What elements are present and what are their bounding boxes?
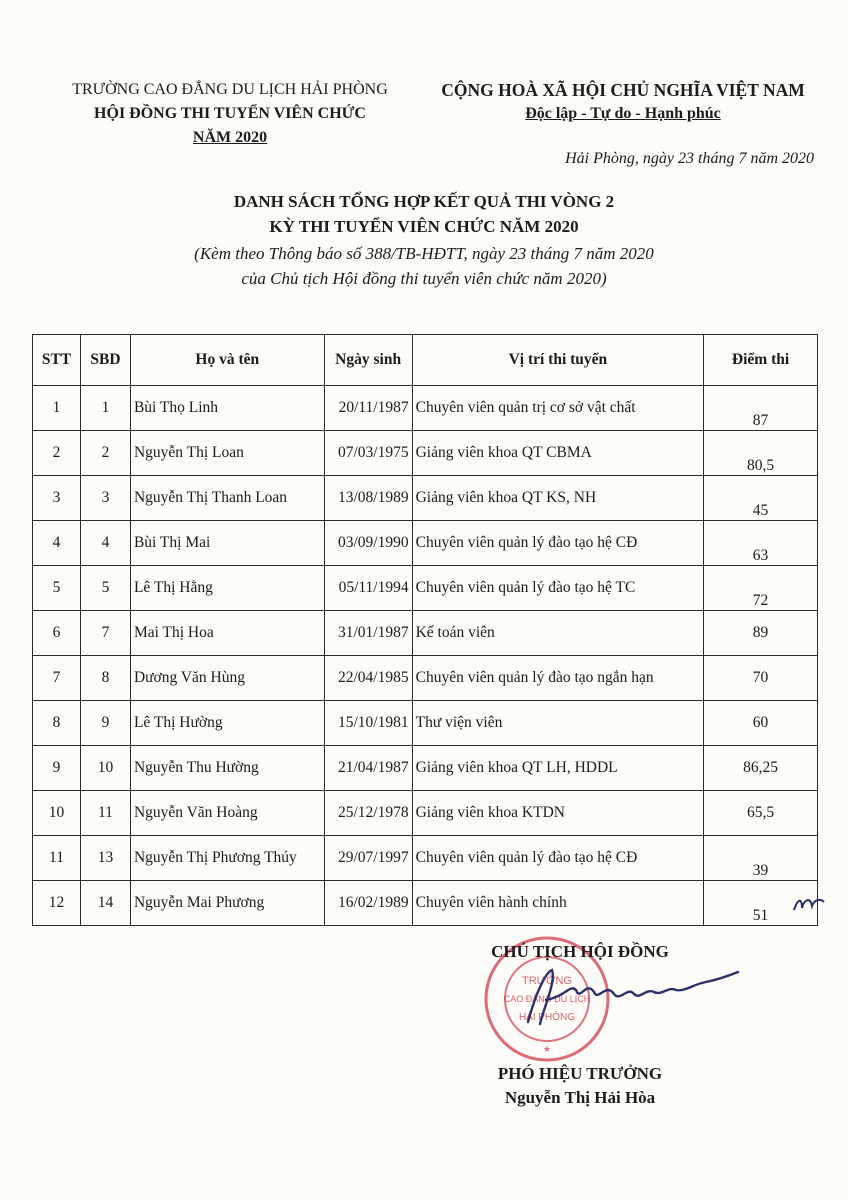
subtitle-line-1: (Kèm theo Thông báo số 388/TB-HĐTT, ngày 23 tháng 7 năm 2020 — [194, 244, 654, 263]
cell-dob: 29/07/1997 — [324, 836, 412, 881]
cell-name: Dương Văn Hùng — [130, 656, 324, 701]
title-line-1: DANH SÁCH TỔNG HỢP KẾT QUẢ THI VÒNG 2 — [233, 192, 615, 211]
signer-role: PHÓ HIỆU TRƯỞNG — [497, 1064, 663, 1083]
table-row — [33, 881, 818, 926]
cell-sbd: 3 — [80, 476, 130, 521]
cell-sbd: 1 — [80, 386, 130, 431]
col-sbd: SBD — [80, 335, 130, 386]
title-line-2: KỲ THI TUYỂN VIÊN CHỨC NĂM 2020 — [269, 217, 579, 236]
cell-stt: 2 — [33, 431, 81, 476]
nation-title: CỘNG HOÀ XÃ HỘI CHỦ NGHĨA VIỆT NAM — [441, 80, 805, 100]
col-dob: Ngày sinh — [324, 335, 412, 386]
cell-stt: 4 — [33, 521, 81, 566]
cell-sbd: 11 — [80, 791, 130, 836]
cell-dob: 07/03/1975 — [324, 431, 412, 476]
col-position: Vị trí thi tuyển — [412, 335, 704, 386]
cell-position: Chuyên viên quản lý đào tạo hệ TC — [412, 566, 704, 611]
table-row — [33, 746, 818, 791]
cell-score: 51 — [704, 881, 818, 926]
cell-position: Giảng viên khoa QT CBMA — [412, 431, 704, 476]
signature-title: CHỦ TỊCH HỘI ĐỒNG — [491, 942, 669, 961]
handwritten-signature-icon — [503, 962, 746, 1032]
org-name: TRƯỜNG CAO ĐẲNG DU LỊCH HẢI PHÒNG — [72, 81, 388, 98]
col-name: Họ và tên — [130, 335, 324, 386]
cell-stt: 6 — [33, 611, 81, 656]
cell-dob: 21/04/1987 — [324, 746, 412, 791]
cell-sbd: 5 — [80, 566, 130, 611]
cell-position: Kế toán viên — [412, 611, 704, 656]
org-header — [40, 78, 420, 150]
cell-stt: 3 — [33, 476, 81, 521]
table-row — [33, 521, 818, 566]
cell-stt: 10 — [33, 791, 81, 836]
cell-name: Mai Thị Hoa — [130, 611, 324, 656]
cell-stt: 5 — [33, 566, 81, 611]
cell-position: Giảng viên khoa QT KS, NH — [412, 476, 704, 521]
cell-stt: 8 — [33, 701, 81, 746]
document-title — [0, 189, 848, 239]
table-row — [33, 476, 818, 521]
cell-score: 87 — [704, 386, 818, 431]
table-row — [33, 611, 818, 656]
cell-name: Nguyễn Thu Hường — [130, 746, 324, 791]
cell-dob: 31/01/1987 — [324, 611, 412, 656]
cell-position: Thư viện viên — [412, 701, 704, 746]
cell-score: 80,5 — [704, 431, 818, 476]
council-name: HỘI ĐỒNG THI TUYỂN VIÊN CHỨC — [94, 105, 366, 122]
cell-name: Nguyễn Thị Phương Thúy — [130, 836, 324, 881]
cell-score: 65,5 — [704, 791, 818, 836]
national-header — [418, 78, 828, 126]
document-date: Hải Phòng, ngày 23 tháng 7 năm 2020 — [565, 150, 814, 167]
cell-dob: 20/11/1987 — [324, 386, 412, 431]
table-row — [33, 791, 818, 836]
cell-dob: 25/12/1978 — [324, 791, 412, 836]
cell-dob: 16/02/1989 — [324, 881, 412, 926]
cell-dob: 13/08/1989 — [324, 476, 412, 521]
table-row — [33, 431, 818, 476]
cell-position: Giảng viên khoa QT LH, HDDL — [412, 746, 704, 791]
cell-dob: 15/10/1981 — [324, 701, 412, 746]
cell-sbd: 4 — [80, 521, 130, 566]
cell-sbd: 13 — [80, 836, 130, 881]
cell-sbd: 14 — [80, 881, 130, 926]
col-stt: STT — [33, 335, 81, 386]
cell-dob: 22/04/1985 — [324, 656, 412, 701]
subtitle-line-2: của Chủ tịch Hội đồng thi tuyển viên chức năm 2020) — [241, 269, 607, 288]
cell-dob: 03/09/1990 — [324, 521, 412, 566]
cell-score: 70 — [704, 656, 818, 701]
cell-position: Chuyên viên quản trị cơ sở vật chất — [412, 386, 704, 431]
cell-score: 60 — [704, 701, 818, 746]
cell-position: Giảng viên khoa KTDN — [412, 791, 704, 836]
cell-name: Lê Thị Hằng — [130, 566, 324, 611]
svg-text:CAO ĐẲNG DU LỊCH: CAO ĐẲNG DU LỊCH — [503, 994, 591, 1004]
cell-stt: 12 — [33, 881, 81, 926]
signer-name: Nguyễn Thị Hải Hòa — [504, 1088, 656, 1107]
table-row — [33, 836, 818, 881]
table-header-row — [33, 335, 818, 386]
col-score: Điểm thi — [704, 335, 818, 386]
cell-name: Nguyễn Thị Loan — [130, 431, 324, 476]
council-year: NĂM 2020 — [192, 129, 268, 146]
cell-score: 72 — [704, 566, 818, 611]
cell-name: Bùi Thị Mai — [130, 521, 324, 566]
cell-dob: 05/11/1994 — [324, 566, 412, 611]
table-row — [33, 701, 818, 746]
cell-position: Chuyên viên quản lý đào tạo hệ CĐ — [412, 836, 704, 881]
cell-sbd: 10 — [80, 746, 130, 791]
cell-stt: 9 — [33, 746, 81, 791]
nation-motto: Độc lập - Tự do - Hạnh phúc — [525, 105, 721, 122]
table-row — [33, 656, 818, 701]
cell-score: 39 — [704, 836, 818, 881]
table-row — [33, 566, 818, 611]
initials-mark-icon — [790, 890, 830, 920]
document-subtitle — [0, 241, 848, 291]
cell-name: Nguyễn Mai Phương — [130, 881, 324, 926]
cell-name: Bùi Thọ Linh — [130, 386, 324, 431]
cell-sbd: 8 — [80, 656, 130, 701]
svg-text:TRƯỜNG: TRƯỜNG — [522, 975, 572, 987]
cell-name: Lê Thị Hường — [130, 701, 324, 746]
cell-score: 63 — [704, 521, 818, 566]
cell-score: 45 — [704, 476, 818, 521]
table-row — [33, 386, 818, 431]
cell-score: 86,25 — [704, 746, 818, 791]
cell-name: Nguyễn Văn Hoàng — [130, 791, 324, 836]
cell-position: Chuyên viên hành chính — [412, 881, 704, 926]
results-table — [32, 334, 818, 926]
cell-stt: 11 — [33, 836, 81, 881]
cell-name: Nguyễn Thị Thanh Loan — [130, 476, 324, 521]
cell-sbd: 7 — [80, 611, 130, 656]
cell-position: Chuyên viên quản lý đào tạo hệ CĐ — [412, 521, 704, 566]
cell-sbd: 2 — [80, 431, 130, 476]
cell-stt: 7 — [33, 656, 81, 701]
cell-position: Chuyên viên quản lý đào tạo ngắn hạn — [412, 656, 704, 701]
cell-stt: 1 — [33, 386, 81, 431]
cell-score: 89 — [704, 611, 818, 656]
svg-text:HẢI PHÒNG: HẢI PHÒNG — [518, 1012, 576, 1023]
svg-text:★: ★ — [542, 1044, 552, 1054]
cell-sbd: 9 — [80, 701, 130, 746]
